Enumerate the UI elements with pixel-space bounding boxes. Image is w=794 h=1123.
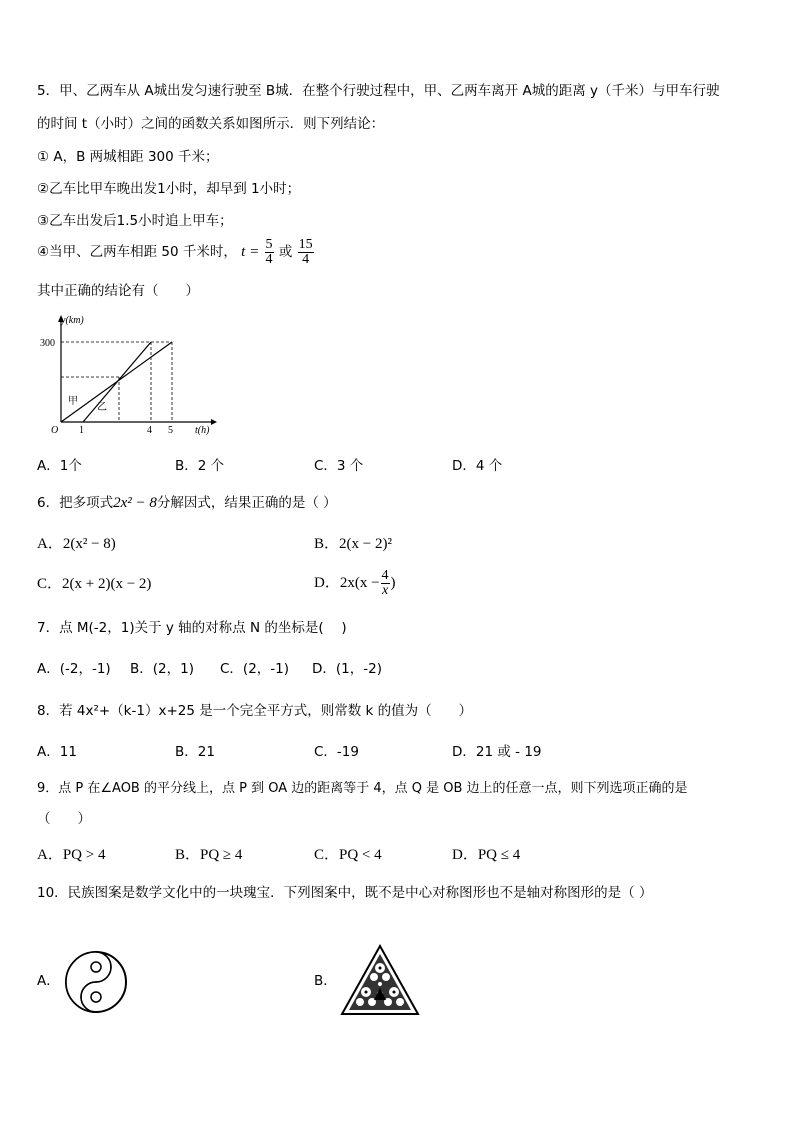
q6-stem (37, 494, 337, 512)
q5-c4-or: 或 (278, 244, 293, 260)
q5-stem-line1: 5．甲、乙两车从 A城出发匀速行驶至 B城．在整个行驶过程中，甲、乙两车离开 A城的距离 y（千米）与甲车行驶 (37, 83, 720, 99)
q5-option-c[interactable]: C．3 个 (314, 458, 364, 474)
q6-d-frac (381, 569, 390, 598)
x-axis-arrow (211, 419, 217, 425)
q6-option-a[interactable]: A．2(x² − 8) (37, 536, 116, 552)
q6-option-c[interactable]: C．2(x + 2)(x − 2) (37, 576, 152, 592)
q5-c4-prefix: ④当甲、乙两车相距 50 千米时， (37, 244, 237, 260)
q5-stem-line2: 的时间 t（小时）之间的函数关系如图所示．则下列结论： (37, 116, 385, 132)
q9-option-d[interactable]: D．PQ ≤ 4 (452, 847, 521, 863)
q5-c4-t: t = (241, 244, 260, 260)
tick-1: 1 (79, 425, 84, 436)
frac-denominator: 4 (265, 251, 273, 267)
frac-numerator: 4 (381, 567, 389, 583)
frac-numerator: 15 (298, 236, 313, 252)
q6-option-d[interactable] (314, 566, 396, 600)
q9-stem: 9．点 P 在∠AOB 的平分线上，点 P 到 OA 边的距离等于 4，点 Q 是 OB 边上的任意一点，则下列选项正确的是 (37, 781, 688, 796)
q6-stem-a: 6．把多项式 (37, 495, 114, 511)
q6-expr: 2x² − 8 (113, 495, 157, 511)
origin-label: O (51, 425, 59, 436)
q8-option-a[interactable]: A．11 (37, 744, 77, 760)
q5-conclusion-2: ②乙车比甲车晚出发1小时，却早到 1小时； (37, 181, 301, 197)
ornamental-triangle-icon[interactable] (340, 944, 420, 1016)
q9-option-b[interactable]: B．PQ ≥ 4 (175, 847, 243, 863)
x-axis-label: t(h) (195, 425, 210, 436)
q5-function-graph (35, 312, 220, 437)
q5-conclusion-4 (37, 236, 315, 268)
q7-option-a[interactable]: A．(-2，-1) (37, 661, 111, 677)
q10-option-b-label[interactable]: B． (314, 973, 337, 989)
frac-denominator: 4 (302, 251, 310, 267)
q5-option-a[interactable]: A．1个 (37, 458, 82, 474)
q7-stem: 7．点 M(-2，1)关于 y 轴的对称点 N 的坐标是( ) (37, 620, 347, 636)
q5-c4-frac2 (298, 238, 314, 267)
q5-option-d[interactable]: D．4 个 (452, 458, 503, 474)
q10-option-a-label[interactable]: A． (37, 973, 60, 989)
frac-numerator: 5 (265, 236, 273, 252)
q5-conclusion-1: ① A，B 两城相距 300 千米； (37, 149, 219, 165)
q5-c4-frac1 (265, 238, 274, 267)
q5-conclusion-3: ③乙车出发后1.5小时追上甲车； (37, 213, 233, 229)
q8-option-d[interactable]: D．21 或 - 19 (452, 744, 542, 760)
q8-option-c[interactable]: C．-19 (314, 744, 359, 760)
y-axis-label: y(km) (61, 315, 84, 326)
q7-option-b[interactable]: B．(2，1) (130, 661, 194, 677)
line-yi (83, 342, 151, 422)
tick-4: 4 (147, 425, 152, 436)
label-jia: 甲 (68, 396, 78, 407)
q8-stem: 8．若 4x²+（k-1）x+25 是一个完全平方式，则常数 k 的值为（ ） (37, 703, 473, 719)
label-yi: 乙 (97, 402, 107, 413)
q10-stem: 10．民族图案是数学文化中的一块瑰宝．下列图案中，既不是中心对称图形也不是轴对称图形的是（ ） (37, 885, 653, 901)
q6-option-b[interactable]: B．2(x − 2)² (314, 536, 392, 552)
q8-option-b[interactable]: B．21 (175, 744, 215, 760)
q6-stem-b: 分解因式，结果正确的是（ ） (156, 495, 337, 511)
tick-300: 300 (40, 338, 55, 349)
q7-option-c[interactable]: C．(2，-1) (220, 661, 290, 677)
q9-option-c[interactable]: C．PQ < 4 (314, 847, 382, 863)
q5-option-b[interactable]: B．2 个 (175, 458, 225, 474)
q5-ask: 其中正确的结论有（ ） (37, 283, 199, 299)
q7-option-d[interactable]: D．(1，-2) (312, 661, 382, 677)
frac-denominator: x (381, 582, 389, 598)
q9-paren: （ ） (37, 811, 91, 827)
q9-option-a[interactable]: A．PQ > 4 (37, 847, 106, 863)
q6-d-prefix: D．2x(x − (314, 575, 380, 591)
tick-5: 5 (168, 425, 173, 436)
q6-d-suffix: ) (390, 575, 396, 591)
yin-yang-icon[interactable] (64, 950, 128, 1014)
